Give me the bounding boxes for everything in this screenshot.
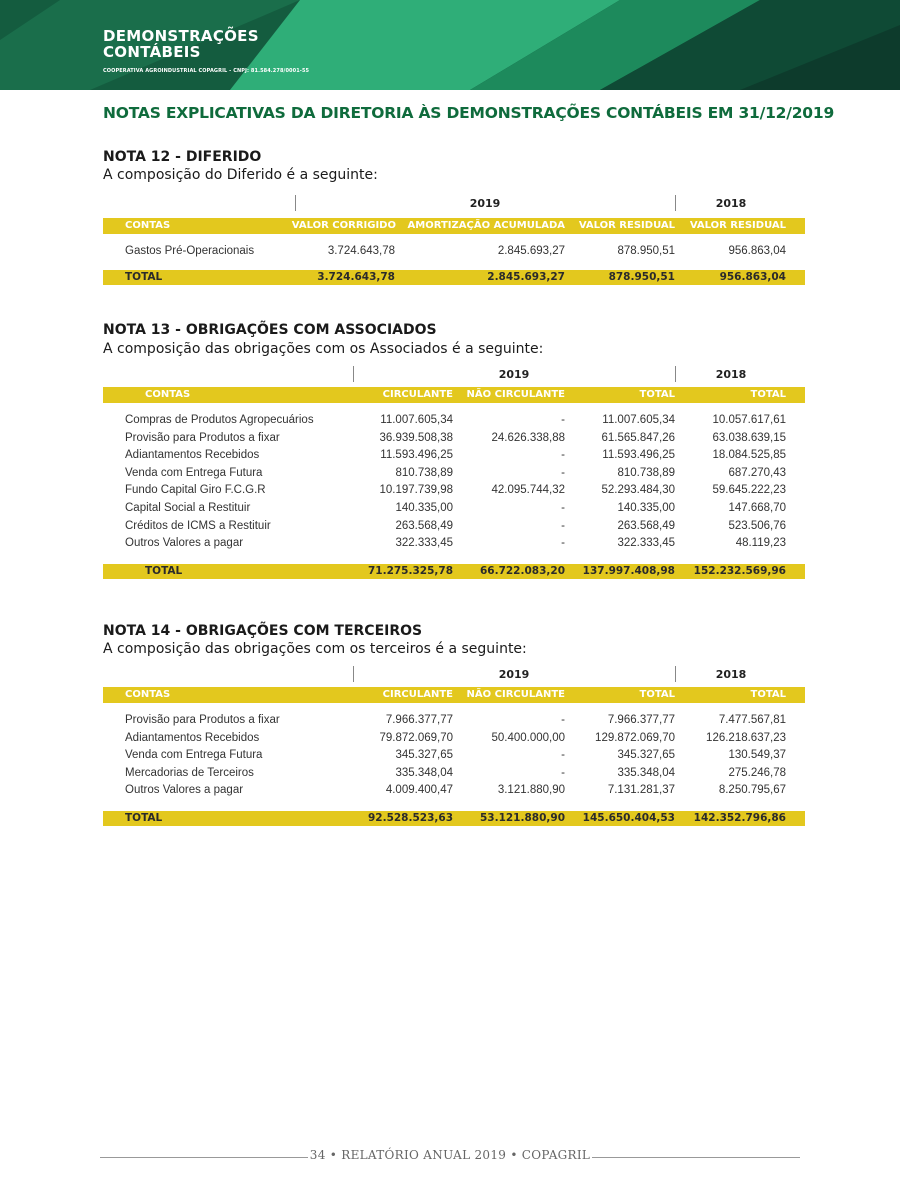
banner-title-line1: DEMONSTRAÇÕES (103, 27, 259, 45)
column-header: VALOR CORRIGIDO (291, 220, 396, 231)
nota-13-header-bar (103, 387, 805, 403)
table-row (0, 712, 900, 729)
cell-value: - (561, 466, 565, 479)
cell-value: 345.327,65 (395, 749, 453, 761)
table-row (0, 412, 900, 429)
cell-value: 7.131.281,37 (607, 784, 675, 796)
cell-value: 687.270,43 (728, 466, 786, 479)
cell-value: 42.095.744,32 (491, 484, 565, 497)
cell-value: - (561, 502, 565, 514)
cell-value: 10.197.739,98 (379, 484, 453, 497)
row-label: Mercadorias de Terceiros (125, 766, 254, 779)
cell-value: 322.333,45 (617, 537, 675, 550)
cell-value: - (561, 537, 565, 550)
cell-value: 11.007.605,34 (602, 414, 675, 426)
cell-value: 263.568,49 (617, 519, 675, 532)
cell-value: 140.335,00 (395, 502, 453, 514)
table-row (0, 500, 900, 517)
total-value: 137.997.408,98 (582, 565, 675, 577)
total-value: 3.724.643,78 (317, 271, 395, 283)
column-header: TOTAL (750, 689, 786, 700)
cell-value: 18.084.525,85 (712, 449, 786, 462)
row-label: Outros Valores a pagar (125, 784, 244, 796)
nota-13-intro: A composição das obrigações com os Associados é a seguinte: (103, 341, 544, 357)
cell-value: - (561, 414, 565, 426)
cell-value: 126.218.637,23 (706, 731, 786, 744)
cell-value: 63.038.639,15 (712, 431, 786, 444)
cell-value: 140.335,00 (617, 502, 675, 514)
total-label: TOTAL (125, 812, 163, 824)
column-header: CONTAS (125, 220, 171, 231)
column-header: NÃO CIRCULANTE (466, 389, 565, 400)
table-row (0, 465, 900, 482)
banner-title (103, 28, 259, 60)
row-label: Capital Social a Restituir (125, 502, 251, 514)
cell-value: 11.593.496,25 (380, 449, 453, 462)
nota-14-intro: A composição das obrigações com os terceiros é a seguinte: (103, 641, 527, 657)
cell-value: 335.348,04 (617, 766, 675, 779)
cell-value: 79.872.069,70 (379, 731, 453, 744)
column-header: TOTAL (750, 389, 786, 400)
footer-text: 34 • RELATÓRIO ANUAL 2019 • COPAGRIL (309, 1148, 591, 1162)
nota-12-title: NOTA 12 - DIFERIDO (103, 149, 262, 165)
total-value: 53.121.880,90 (479, 812, 565, 824)
cell-value: 130.549,37 (728, 749, 786, 761)
column-header: CIRCULANTE (382, 689, 453, 700)
banner-subtitle: COOPERATIVA AGROINDUSTRIAL COPAGRIL - CNPJ: 81.584.278/0001-55 (103, 68, 310, 74)
cell-value: 50.400.000,00 (491, 731, 565, 744)
total-value: 92.528.523,63 (367, 812, 453, 824)
nota-12-header-bar (103, 218, 805, 234)
total-value: 71.275.325,78 (367, 565, 453, 577)
cell-value: 4.009.400,47 (385, 784, 453, 796)
column-header: CONTAS (125, 689, 171, 700)
cell-value: 48.119,23 (735, 537, 786, 550)
cell-value: 11.593.496,25 (602, 449, 675, 462)
row-label: Outros Valores a pagar (125, 537, 244, 550)
nota-13-year-2019: 2019 (498, 368, 530, 381)
cell-value: 956.863,04 (728, 245, 786, 257)
cell-value: 810.738,89 (617, 466, 675, 479)
row-label: Provisão para Produtos a fixar (125, 431, 280, 444)
nota-13-title: NOTA 13 - OBRIGAÇÕES COM ASSOCIADOS (103, 322, 437, 338)
cell-value: 7.477.567,81 (718, 714, 786, 726)
total-value: 145.650.404,53 (582, 812, 675, 824)
column-header: TOTAL (639, 389, 675, 400)
cell-value: 11.007.605,34 (380, 414, 453, 426)
table-row (0, 447, 900, 464)
cell-value: 3.724.643,78 (327, 245, 395, 257)
column-header: TOTAL (639, 689, 675, 700)
nota-14-total-bar (103, 811, 805, 826)
cell-value: - (561, 714, 565, 726)
cell-value: 59.645.222,23 (712, 484, 786, 497)
cell-value: 8.250.795,67 (718, 784, 786, 796)
page-heading: NOTAS EXPLICATIVAS DA DIRETORIA ÀS DEMONSTRAÇÕES CONTÁBEIS EM 31/12/2019 (103, 104, 835, 122)
cell-value: 147.668,70 (728, 502, 786, 514)
row-label: Venda com Entrega Futura (125, 466, 263, 479)
total-label: TOTAL (145, 565, 183, 577)
table-row (0, 747, 900, 764)
row-label: Créditos de ICMS a Restituir (125, 519, 271, 532)
table-row (0, 482, 900, 499)
total-value: 2.845.693,27 (487, 271, 565, 283)
cell-value: 7.966.377,77 (385, 714, 453, 726)
table-row (0, 730, 900, 747)
cell-value: 878.950,51 (617, 245, 675, 257)
table-row (0, 518, 900, 535)
cell-value: 36.939.508,38 (379, 431, 453, 444)
cell-value: 345.327,65 (617, 749, 675, 761)
cell-value: 3.121.880,90 (497, 784, 565, 796)
row-label: Fundo Capital Giro F.C.G.R (125, 484, 266, 497)
nota-13-year-2018: 2018 (715, 368, 747, 381)
cell-value: - (561, 749, 565, 761)
total-label: TOTAL (125, 271, 163, 283)
row-label: Gastos Pré-Operacionais (125, 245, 255, 257)
row-label: Adiantamentos Recebidos (125, 449, 260, 462)
cell-value: 7.966.377,77 (607, 714, 675, 726)
total-value: 878.950,51 (608, 271, 675, 283)
table-row (0, 430, 900, 447)
banner-title-line2: CONTÁBEIS (103, 43, 201, 61)
cell-value: 263.568,49 (395, 519, 453, 532)
cell-value: 2.845.693,27 (497, 245, 565, 257)
cell-value: 61.565.847,26 (601, 431, 675, 444)
table-row (0, 765, 900, 782)
cell-value: - (561, 449, 565, 462)
header-banner (0, 0, 900, 90)
table-row (0, 535, 900, 552)
column-header: AMORTIZAÇÃO ACUMULADA (407, 220, 565, 231)
cell-value: 523.506,76 (728, 519, 786, 532)
nota-14-header-bar (103, 687, 805, 703)
column-header: VALOR RESIDUAL (689, 220, 786, 231)
nota-12-year-2018: 2018 (715, 197, 747, 210)
column-header: VALOR RESIDUAL (578, 220, 675, 231)
total-value: 66.722.083,20 (479, 565, 565, 577)
cell-value: 10.057.617,61 (712, 414, 786, 426)
total-value: 956.863,04 (719, 271, 786, 283)
nota-12-year-2019: 2019 (469, 197, 501, 210)
row-label: Compras de Produtos Agropecuários (125, 414, 314, 426)
row-label: Venda com Entrega Futura (125, 749, 263, 761)
row-label: Provisão para Produtos a fixar (125, 714, 280, 726)
row-label: Adiantamentos Recebidos (125, 731, 260, 744)
cell-value: 52.293.484,30 (601, 484, 675, 497)
total-value: 152.232.569,96 (693, 565, 786, 577)
cell-value: 129.872.069,70 (595, 731, 675, 744)
cell-value: 335.348,04 (395, 766, 453, 779)
cell-value: 24.626.338,88 (491, 431, 565, 444)
nota-14-title: NOTA 14 - OBRIGAÇÕES COM TERCEIROS (103, 623, 423, 639)
cell-value: 322.333,45 (395, 537, 453, 550)
column-header: CIRCULANTE (382, 389, 453, 400)
table-row (0, 782, 900, 799)
nota-14-year-2018: 2018 (715, 668, 747, 681)
column-header: CONTAS (145, 389, 191, 400)
cell-value: - (561, 519, 565, 532)
nota-14-year-2019: 2019 (498, 668, 530, 681)
table-row (0, 243, 900, 260)
nota-12-intro: A composição do Diferido é a seguinte: (103, 167, 378, 183)
nota-13-total-bar (103, 564, 805, 579)
cell-value: 275.246,78 (728, 766, 786, 779)
column-header: NÃO CIRCULANTE (466, 689, 565, 700)
cell-value: 810.738,89 (395, 466, 453, 479)
total-value: 142.352.796,86 (693, 812, 786, 824)
cell-value: - (561, 766, 565, 779)
nota-12-total-bar (103, 270, 805, 285)
